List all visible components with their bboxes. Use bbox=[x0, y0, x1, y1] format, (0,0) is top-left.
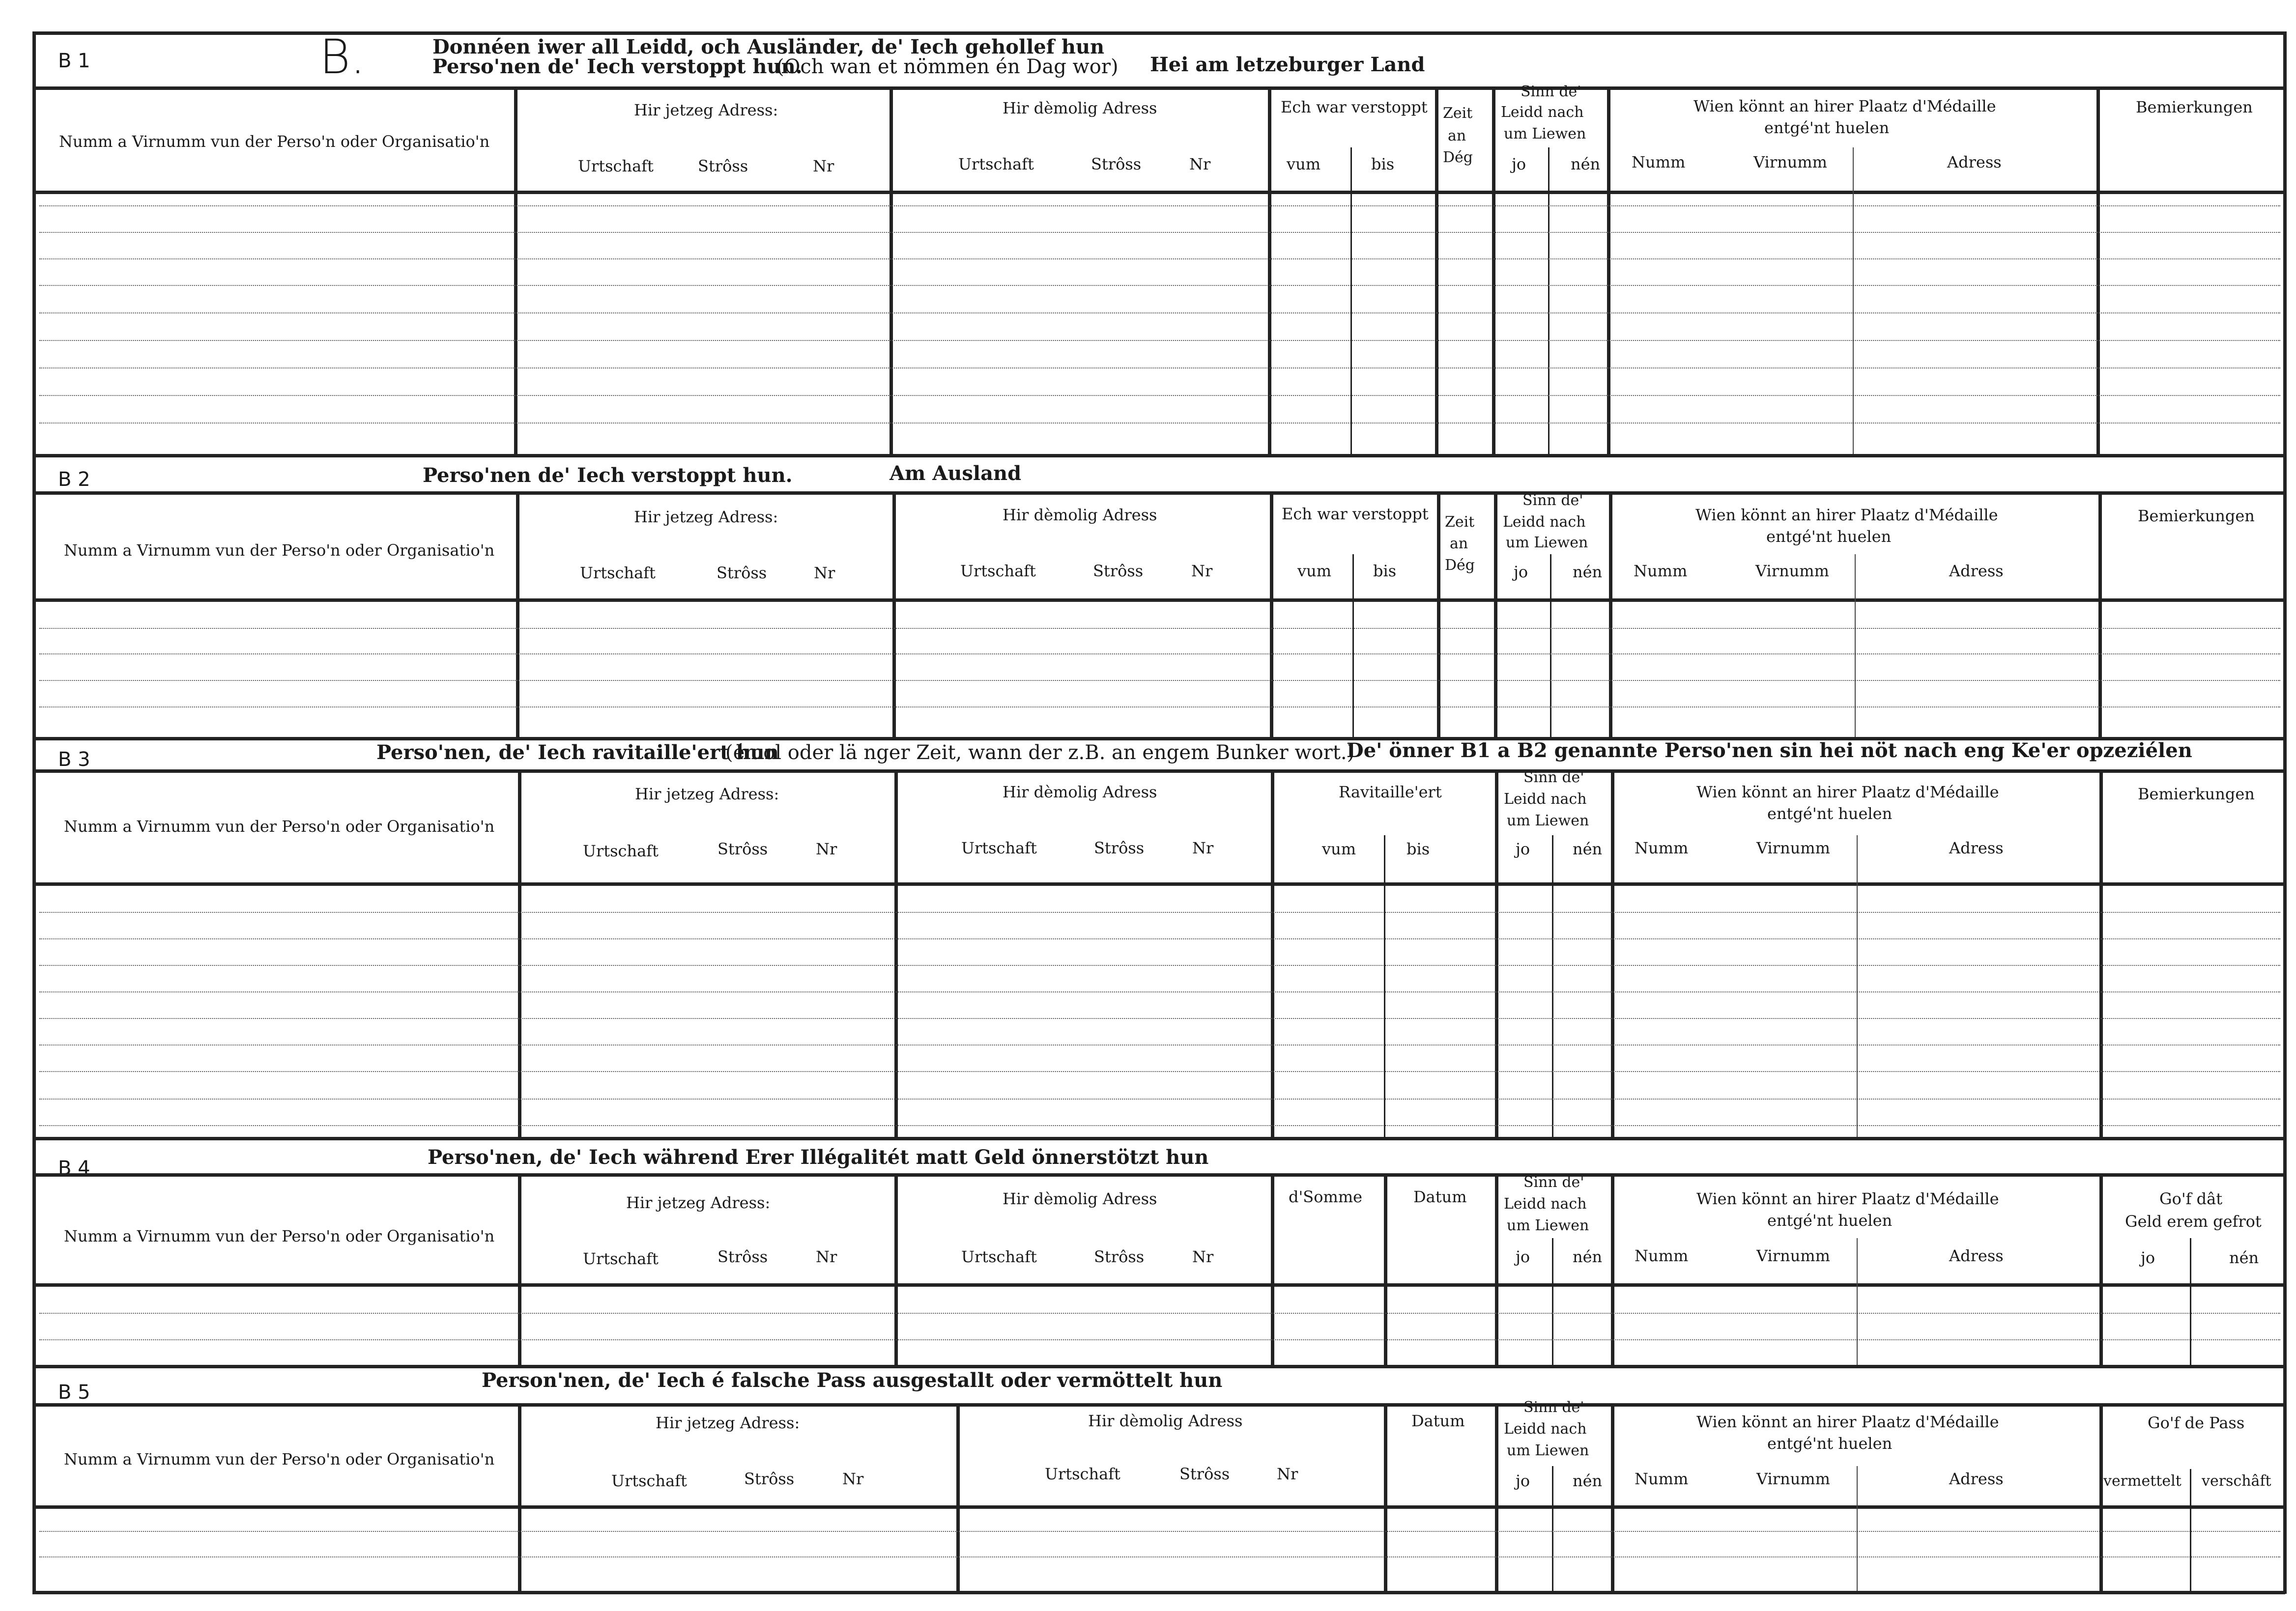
col-saved-1: Sinn de' bbox=[1522, 492, 1583, 509]
col-medal-header-2: entgé'nt huelen bbox=[1767, 1434, 1893, 1453]
col-current-address-header: Hir jetzeg Adress: bbox=[635, 785, 779, 803]
col-divider bbox=[1611, 769, 1614, 1137]
col-town: Urtschaft bbox=[958, 155, 1034, 173]
col-divider bbox=[1435, 86, 1438, 454]
col-saved-3: um Liewen bbox=[1507, 1442, 1589, 1459]
col-medal-header: Wien könnt an hirer Plaatz d'Médaille bbox=[1696, 1189, 1999, 1208]
entry-line bbox=[39, 1556, 2280, 1557]
col-town: Urtschaft bbox=[1045, 1465, 1120, 1483]
col-money-returned-header-2: Geld erem gefrot bbox=[2125, 1212, 2262, 1231]
col-divider bbox=[2099, 769, 2103, 1137]
col-remarks-header: Bemierkungen bbox=[2138, 785, 2255, 803]
col-former-address-header: Hir dèmolig Adress bbox=[1003, 783, 1157, 801]
col-saved-2: Leidd nach bbox=[1501, 104, 1584, 121]
col-street: Strôss bbox=[1094, 839, 1145, 857]
entry-line bbox=[39, 938, 2280, 939]
col-divider bbox=[894, 1173, 898, 1365]
col-medal-first: Virnumm bbox=[1753, 153, 1827, 171]
col-medal-address: Adress bbox=[1949, 562, 2004, 580]
col-medal-first: Virnumm bbox=[1756, 1470, 1830, 1488]
col-divider bbox=[1384, 1403, 1387, 1591]
entry-line bbox=[39, 1339, 2280, 1340]
section-title: Perso'nen, de' Iech während Erer Illégalitét matt Geld önnerstötzt hun bbox=[428, 1146, 1209, 1169]
section-bottom-rule bbox=[32, 1137, 2285, 1140]
header-top-rule bbox=[32, 769, 2285, 773]
section-title: Perso'nen de' Iech verstoppt hun. bbox=[423, 464, 793, 487]
entry-line bbox=[39, 367, 2280, 368]
section-id: B 1 bbox=[58, 50, 90, 72]
col-divider bbox=[1268, 86, 1271, 454]
col-divider bbox=[1492, 86, 1495, 454]
col-divider bbox=[1857, 1466, 1858, 1591]
col-nr: Nr bbox=[1191, 562, 1213, 580]
col-name-header: Numm a Virnumm vun der Perso'n oder Organisatio'n bbox=[64, 1227, 495, 1245]
col-no: nén bbox=[2229, 1248, 2259, 1267]
col-town: Urtschaft bbox=[583, 842, 659, 860]
col-town: Urtschaft bbox=[578, 157, 654, 175]
col-street: Strôss bbox=[1093, 562, 1144, 580]
col-divider bbox=[1352, 554, 1354, 737]
col-current-address-header: Hir jetzeg Adress: bbox=[656, 1413, 800, 1432]
col-saved-2: Leidd nach bbox=[1504, 1195, 1587, 1213]
col-saved-1: Sinn de' bbox=[1523, 1174, 1584, 1191]
col-divider bbox=[514, 86, 517, 454]
col-medal-header: Wien könnt an hirer Plaatz d'Médaille bbox=[1693, 97, 1996, 115]
col-passed-on: vermettelt bbox=[2103, 1472, 2181, 1490]
section-title-instruction: De' önner B1 a B2 genannte Perso'nen sin hei nöt nach eng Ke'er opzeziélen bbox=[1347, 739, 2192, 762]
col-nr: Nr bbox=[814, 564, 835, 582]
header-bottom-rule bbox=[32, 191, 2285, 194]
col-name-header: Numm a Virnumm vun der Perso'n oder Organisatio'n bbox=[64, 541, 495, 560]
col-yes: jo bbox=[1514, 563, 1528, 581]
col-saved-3: um Liewen bbox=[1507, 1217, 1589, 1234]
col-to: bis bbox=[1371, 155, 1395, 173]
col-divider bbox=[1437, 491, 1440, 737]
col-divider bbox=[1384, 1173, 1387, 1365]
entry-line bbox=[39, 1045, 2280, 1046]
col-divider bbox=[1853, 147, 1854, 454]
header-top-rule bbox=[32, 1173, 2285, 1177]
section-id: B 3 bbox=[58, 748, 90, 771]
col-divider bbox=[1270, 491, 1273, 737]
col-saved-2: Leidd nach bbox=[1503, 513, 1586, 531]
section-title-line1: Donnéen iwer all Leidd, och Ausländer, de' Iech gehollef hun bbox=[432, 35, 1105, 58]
col-divider bbox=[892, 491, 896, 737]
col-divider bbox=[2098, 491, 2102, 737]
entry-line bbox=[39, 653, 2280, 654]
col-medal-name: Numm bbox=[1634, 562, 1688, 580]
col-divider bbox=[2099, 1403, 2103, 1591]
col-medal-address: Adress bbox=[1949, 839, 2004, 857]
col-divider bbox=[1494, 491, 1497, 737]
section-id: B 2 bbox=[58, 468, 90, 491]
frame-bottom bbox=[32, 1591, 2285, 1594]
col-town: Urtschaft bbox=[580, 564, 656, 582]
entry-line bbox=[39, 1313, 2280, 1314]
entry-line bbox=[39, 991, 2280, 992]
section-title: Perso'nen, de' Iech ravitaille'ert hun bbox=[376, 741, 779, 764]
col-current-address-header: Hir jetzeg Adress: bbox=[626, 1193, 771, 1212]
entry-line bbox=[39, 423, 2280, 424]
col-nr: Nr bbox=[842, 1470, 864, 1488]
section-id: B 4 bbox=[58, 1157, 90, 1180]
col-from: vum bbox=[1297, 562, 1332, 580]
col-hidden-header: Ech war verstoppt bbox=[1282, 505, 1429, 523]
col-divider bbox=[1552, 1238, 1553, 1365]
col-divider bbox=[894, 769, 898, 1137]
entry-line bbox=[39, 285, 2280, 286]
col-sold: verschâft bbox=[2202, 1472, 2271, 1490]
col-former-address-header: Hir dèmolig Adress bbox=[1003, 99, 1157, 117]
col-time-2: an bbox=[1450, 535, 1468, 552]
col-supplied-header: Ravitaille'ert bbox=[1339, 783, 1442, 801]
col-divider bbox=[956, 1403, 960, 1591]
col-divider bbox=[1495, 769, 1498, 1137]
col-time-1: Zeit bbox=[1443, 105, 1473, 122]
col-divider bbox=[1607, 86, 1610, 454]
col-street: Strôss bbox=[718, 840, 768, 858]
col-time-3: Dég bbox=[1443, 149, 1473, 166]
col-to: bis bbox=[1406, 840, 1430, 858]
col-medal-header-2: entgé'nt huelen bbox=[1767, 1211, 1893, 1230]
header-top-rule bbox=[32, 86, 2285, 90]
entry-line bbox=[39, 395, 2280, 396]
col-time-2: an bbox=[1448, 127, 1466, 144]
col-street: Strôss bbox=[718, 1247, 768, 1266]
col-medal-name: Numm bbox=[1635, 1470, 1689, 1488]
col-divider bbox=[1857, 1238, 1858, 1365]
header-top-rule bbox=[32, 1403, 2285, 1407]
col-medal-address: Adress bbox=[1949, 1246, 2004, 1265]
header-bottom-rule bbox=[32, 1505, 2285, 1509]
section-title: Person'nen, de' Iech é falsche Pass ausgestallt oder vermöttelt hun bbox=[482, 1369, 1223, 1392]
col-medal-header: Wien könnt an hirer Plaatz d'Médaille bbox=[1695, 506, 1998, 524]
col-medal-header-2: entgé'nt huelen bbox=[1766, 527, 1892, 546]
col-medal-first: Virnumm bbox=[1755, 562, 1829, 580]
header-top-rule bbox=[32, 491, 2285, 495]
col-no: nén bbox=[1571, 155, 1601, 173]
col-divider bbox=[1552, 1466, 1553, 1591]
col-divider bbox=[1495, 1173, 1498, 1365]
col-divider bbox=[2190, 1469, 2191, 1591]
col-medal-header-2: entgé'nt huelen bbox=[1767, 804, 1893, 823]
col-saved-2: Leidd nach bbox=[1504, 791, 1587, 808]
col-former-address-header: Hir dèmolig Adress bbox=[1003, 506, 1157, 524]
col-remarks-header: Bemierkungen bbox=[2138, 507, 2255, 525]
col-medal-first: Virnumm bbox=[1756, 1246, 1830, 1265]
col-yes: jo bbox=[2141, 1248, 2155, 1267]
section-title-scope: Am Ausland bbox=[890, 462, 1022, 485]
section-title-scope: Hei am letzeburger Land bbox=[1150, 53, 1425, 76]
col-remarks-header: Bemierkungen bbox=[2136, 98, 2253, 116]
entry-line bbox=[39, 1099, 2280, 1100]
col-yes: jo bbox=[1516, 1247, 1530, 1266]
col-town: Urtschaft bbox=[611, 1471, 687, 1490]
col-divider bbox=[518, 1403, 521, 1591]
col-divider bbox=[2190, 1238, 2191, 1365]
col-divider bbox=[518, 769, 521, 1137]
header-bottom-rule bbox=[32, 882, 2285, 886]
col-medal-address: Adress bbox=[1947, 153, 2002, 171]
col-no: nén bbox=[1573, 1471, 1603, 1490]
col-saved-1: Sinn de' bbox=[1523, 1399, 1584, 1416]
col-saved-2: Leidd nach bbox=[1504, 1420, 1587, 1438]
col-medal-header: Wien könnt an hirer Plaatz d'Médaille bbox=[1696, 1413, 1999, 1431]
col-divider bbox=[1548, 147, 1550, 454]
col-nr: Nr bbox=[1277, 1465, 1298, 1483]
col-former-address-header: Hir dèmolig Adress bbox=[1088, 1412, 1243, 1430]
col-to: bis bbox=[1373, 562, 1397, 580]
entry-line bbox=[39, 1071, 2280, 1072]
col-street: Strôss bbox=[717, 564, 767, 582]
col-no: nén bbox=[1573, 1247, 1603, 1266]
col-current-address-header: Hir jetzeg Adress: bbox=[634, 508, 778, 526]
col-medal-first: Virnumm bbox=[1756, 839, 1830, 857]
col-nr: Nr bbox=[813, 157, 834, 175]
col-yes: jo bbox=[1512, 155, 1526, 173]
col-hidden-header: Ech war verstoppt bbox=[1281, 98, 1428, 116]
col-name-header: Numm a Virnumm vun der Perso'n oder Organisatio'n bbox=[64, 1450, 495, 1469]
entry-line bbox=[39, 258, 2280, 259]
col-money-returned-header: Go'f dât bbox=[2159, 1189, 2223, 1208]
col-from: vum bbox=[1287, 155, 1321, 173]
col-street: Strôss bbox=[1091, 155, 1142, 173]
col-medal-name: Numm bbox=[1632, 153, 1686, 171]
section-bottom-rule bbox=[32, 454, 2285, 457]
col-saved-1: Sinn de' bbox=[1523, 769, 1584, 786]
entry-line bbox=[39, 1018, 2280, 1019]
col-divider bbox=[1855, 554, 1856, 737]
col-nr: Nr bbox=[1192, 839, 1214, 857]
col-nr: Nr bbox=[816, 840, 837, 858]
col-nr: Nr bbox=[816, 1247, 837, 1266]
col-divider bbox=[1609, 491, 1612, 737]
section-title-note: (émol oder lä nger Zeit, wann der z.B. an engem Bunker wort.) bbox=[725, 741, 1355, 764]
header-bottom-rule bbox=[32, 598, 2285, 602]
frame-left bbox=[32, 31, 36, 1594]
col-no: nén bbox=[1573, 563, 1603, 581]
col-saved-3: um Liewen bbox=[1507, 812, 1589, 829]
col-divider bbox=[1857, 835, 1858, 1137]
col-medal-name: Numm bbox=[1635, 839, 1689, 857]
section-title-note: (Och wan et nömmen én Dag wor) bbox=[776, 56, 1119, 78]
col-divider bbox=[1350, 147, 1352, 454]
col-street: Strôss bbox=[744, 1470, 795, 1488]
entry-line bbox=[39, 965, 2280, 966]
section-title-line2: Perso'nen de' Iech verstoppt hun. bbox=[432, 55, 803, 78]
col-town: Urtschaft bbox=[961, 1247, 1037, 1266]
col-from: vum bbox=[1322, 840, 1356, 858]
col-divider bbox=[1271, 1173, 1274, 1365]
col-name-header: Numm a Virnumm vun der Perso'n oder Organisatio'n bbox=[64, 817, 495, 836]
entry-line bbox=[39, 912, 2280, 913]
header-bottom-rule bbox=[32, 1283, 2285, 1287]
col-medal-name: Numm bbox=[1635, 1246, 1689, 1265]
col-pass-header: Go'f de Pass bbox=[2148, 1413, 2245, 1432]
col-sum-header: d'Somme bbox=[1289, 1187, 1363, 1206]
col-divider bbox=[1550, 554, 1551, 737]
entry-line bbox=[39, 680, 2280, 681]
col-medal-header: Wien könnt an hirer Plaatz d'Médaille bbox=[1696, 783, 1999, 801]
col-divider bbox=[1611, 1173, 1614, 1365]
col-street: Strôss bbox=[1179, 1465, 1230, 1483]
entry-line bbox=[39, 205, 2280, 206]
col-saved-3: um Liewen bbox=[1504, 125, 1586, 142]
col-saved-1: Sinn de' bbox=[1521, 83, 1581, 100]
col-divider bbox=[1552, 835, 1553, 1137]
col-time-3: Dég bbox=[1445, 557, 1475, 574]
col-yes: jo bbox=[1516, 840, 1530, 858]
col-nr: Nr bbox=[1189, 155, 1211, 173]
frame-right bbox=[2283, 31, 2287, 1594]
col-town: Urtschaft bbox=[583, 1249, 659, 1268]
col-yes: jo bbox=[1516, 1471, 1530, 1490]
col-divider bbox=[2099, 1173, 2103, 1365]
col-town: Urtschaft bbox=[961, 839, 1037, 857]
col-divider bbox=[1384, 835, 1385, 1137]
entry-line bbox=[39, 1531, 2280, 1532]
col-divider bbox=[890, 86, 893, 454]
col-street: Strôss bbox=[698, 157, 748, 175]
col-medal-address: Adress bbox=[1949, 1470, 2004, 1488]
col-date-header: Datum bbox=[1411, 1412, 1465, 1430]
section-id: B 5 bbox=[58, 1381, 90, 1404]
col-divider bbox=[2096, 86, 2100, 454]
entry-line bbox=[39, 232, 2280, 233]
col-town: Urtschaft bbox=[960, 562, 1036, 580]
section-bottom-rule bbox=[32, 1365, 2285, 1368]
col-no: nén bbox=[1573, 840, 1603, 858]
col-divider bbox=[518, 1173, 521, 1365]
form-letter: B. bbox=[319, 29, 366, 85]
col-current-address-header: Hir jetzeg Adress: bbox=[634, 101, 778, 119]
frame-top bbox=[32, 31, 2285, 35]
col-street: Strôss bbox=[1094, 1247, 1145, 1266]
col-saved-3: um Liewen bbox=[1506, 534, 1588, 551]
col-divider bbox=[516, 491, 519, 737]
col-divider bbox=[1271, 769, 1274, 1137]
col-former-address-header: Hir dèmolig Adress bbox=[1003, 1189, 1157, 1208]
col-name-header: Numm a Virnumm vun der Perso'n oder Organisatio'n bbox=[59, 132, 490, 151]
entry-line bbox=[39, 1125, 2280, 1126]
col-medal-header-2: entgé'nt huelen bbox=[1764, 118, 1890, 137]
entry-line bbox=[39, 628, 2280, 629]
col-divider bbox=[1611, 1403, 1614, 1591]
entry-line bbox=[39, 312, 2280, 313]
col-date-header: Datum bbox=[1413, 1187, 1467, 1206]
col-divider bbox=[1495, 1403, 1498, 1591]
col-nr: Nr bbox=[1192, 1247, 1214, 1266]
entry-line bbox=[39, 340, 2280, 341]
col-time-1: Zeit bbox=[1445, 513, 1475, 531]
